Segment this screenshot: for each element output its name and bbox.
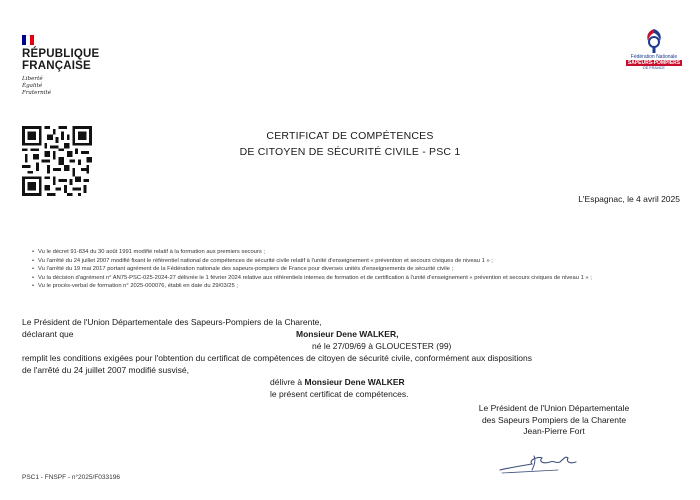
fnspf-name-line3: DE FRANCE xyxy=(643,66,665,70)
legal-reference-item: • Vu l'arrêté du 24 juillet 2007 modifié fixant le référentiel national de compétences de sécurité civile relatif à l'unité d'enseignement « prévention et secours civiques de niveau 1 » ; xyxy=(32,257,692,266)
motto-egalite: Égalité xyxy=(22,83,43,89)
fnspf-name-line2: SAPEURS-POMPIERS xyxy=(627,60,681,66)
certificate-title-line2: DE CITOYEN DE SÉCURITÉ CIVILE - PSC 1 xyxy=(239,146,461,158)
signatory-title-line1: Le Président de l'Union Départementale xyxy=(478,403,630,413)
marianne-flag-icon xyxy=(22,35,34,45)
legal-reference-item: • Vu la décision d'agrément n° AN75-PSC-025-2024-27 délivrée le 1 février 2024 relative aux référentiels internes de formation et de certification à l'unité d'enseignement « prévention et secours civiques de niveau 1 » ; xyxy=(32,274,692,283)
legal-reference-item: • Vu le procès-verbal de formation n° 2025-000076, établi en date du 29/03/25 ; xyxy=(32,282,692,291)
qr-code xyxy=(22,126,92,196)
declaring-text: déclarant que xyxy=(22,329,74,339)
delivers-prefix: délivre à xyxy=(270,377,303,387)
birth-info: né le 27/09/69 à GLOUCESTER (99) xyxy=(312,341,452,351)
legal-reference-item: • Vu l'arrêté du 19 mai 2017 portant agrément de la Fédération nationale des sapeurs-pompiers de France pour diverses unités d'enseignements de sécurité civile ; xyxy=(32,265,692,274)
legal-reference-item: • Vu le décret 91-834 du 30 août 1991 modifié relatif à la formation aux premiers secours ; xyxy=(32,248,692,257)
rf-title-line2: FRANÇAISE xyxy=(22,60,91,72)
conditions-line2: de l'arrêté du 24 juillet 2007 modifié susvisé, xyxy=(22,364,189,375)
holder-name: Monsieur Dene WALKER, xyxy=(296,329,399,339)
fnspf-emblem-icon xyxy=(643,28,665,54)
signatory-block xyxy=(430,403,678,438)
delivers-holder-name: Monsieur Dene WALKER xyxy=(304,377,405,387)
conditions-line1: remplit les conditions exigées pour l'obtention du certificat de compétences de citoyen de sécurité civile, conformément aux dispositions xyxy=(22,353,533,363)
handwritten-signature xyxy=(498,450,578,476)
delivers-text xyxy=(270,377,405,389)
president-declaration: Le Président de l'Union Départementale des Sapeurs-Pompiers de la Charente, xyxy=(22,317,322,327)
signatory-name: Jean-Pierre Fort xyxy=(523,426,585,436)
signatory-title-line2: des Sapeurs Pompiers de la Charente xyxy=(481,414,627,425)
place-date: L'Espagnac, le 4 avril 2025 xyxy=(578,194,680,204)
fnspf-name-line1: Fédération Nationale xyxy=(630,54,678,60)
motto-liberte: Liberté xyxy=(22,76,43,82)
rf-title-line1: RÉPUBLIQUE xyxy=(22,48,100,60)
republique-francaise-title xyxy=(22,48,99,72)
republic-motto xyxy=(22,76,51,97)
certificate-title-line1: CERTIFICAT DE COMPÉTENCES xyxy=(266,130,434,142)
legal-references-list xyxy=(32,248,692,291)
certificate-title xyxy=(160,128,540,160)
present-certificate-text: le présent certificat de compétences. xyxy=(270,389,409,399)
fnspf-logo xyxy=(626,28,682,84)
conditions-text xyxy=(22,353,642,376)
motto-fraternite: Fraternité xyxy=(22,90,52,96)
certificate-reference: PSC1 - FNSPF - n°2025/F033196 xyxy=(22,474,120,481)
